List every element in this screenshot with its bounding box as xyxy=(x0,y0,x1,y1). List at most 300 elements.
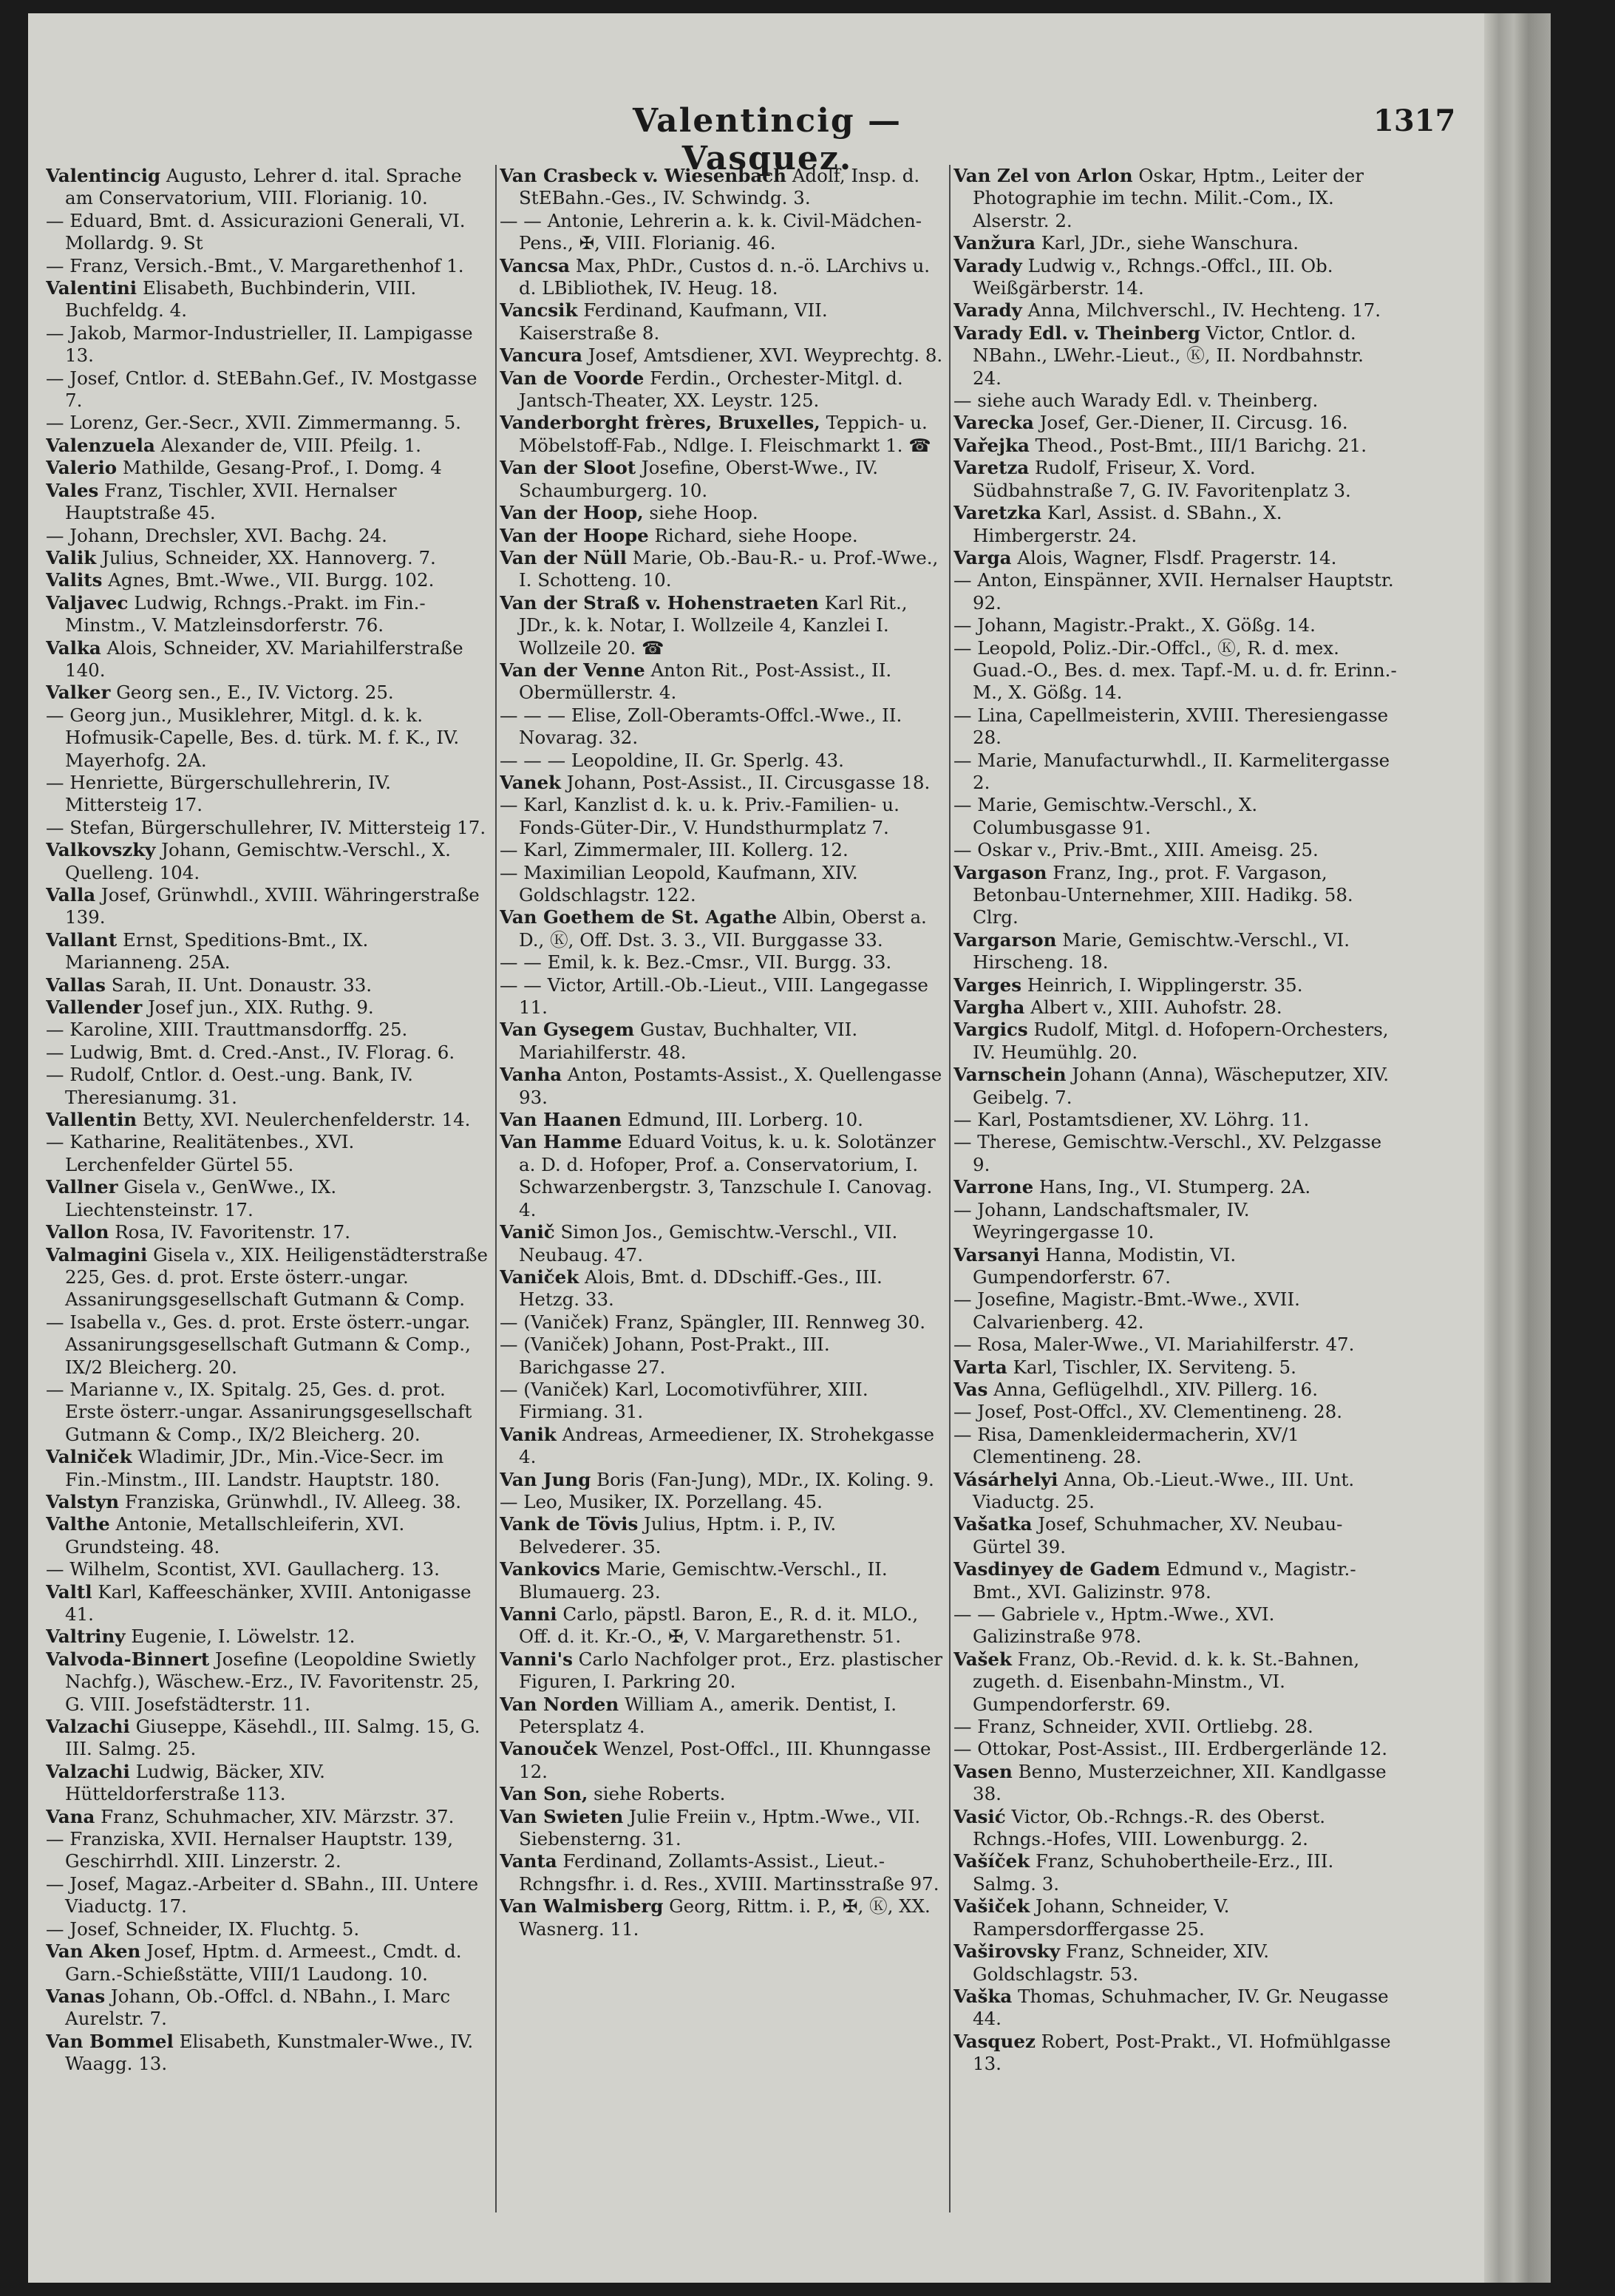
directory-entry xyxy=(500,659,943,704)
directory-entry xyxy=(500,794,943,839)
entry-details: — Lorenz, Ger.-Secr., XVII. Zimmermanng. 5. xyxy=(46,412,461,434)
entry-details: Gustav, Buchhalter, VII. Mariahilferstr. 48. xyxy=(519,1019,858,1063)
directory-entry xyxy=(953,1761,1397,1806)
entry-name: Vancsa xyxy=(500,254,571,276)
entry-details: — Johann, Drechsler, XVI. Bachg. 24. xyxy=(46,524,387,546)
entry-details: Ernst, Speditions-Bmt., IX. Marianneng. 25A. xyxy=(65,928,369,974)
directory-entry xyxy=(46,929,489,974)
directory-entry xyxy=(500,1311,943,1334)
entry-name: Varrone xyxy=(953,1176,1034,1198)
entry-details: — (Vaniček) Johann, Post-Prakt., III. Barichgasse 27. xyxy=(500,1334,830,1378)
entry-details: Anna, Geflügelhdl., XIV. Pillerg. 16. xyxy=(987,1378,1319,1400)
entry-details: — Leo, Musiker, IX. Porzellang. 45. xyxy=(500,1490,823,1512)
directory-entry xyxy=(46,1828,489,1873)
entry-name: Van de Voorde xyxy=(500,367,645,389)
entry-name: Van Haanen xyxy=(500,1109,622,1131)
directory-entry xyxy=(953,1895,1397,1940)
directory-entry xyxy=(953,322,1397,390)
entry-name: Vales xyxy=(46,479,99,501)
entry-details: Marie, Gemischtw.-Verschl., II. Blumauerg. 23. xyxy=(519,1558,888,1603)
entry-details: — Wilhelm, Scontist, XVI. Gaullacherg. 13. xyxy=(46,1558,440,1580)
entry-name: Vařejka xyxy=(953,434,1030,456)
entry-details: Josefine, Oberst-Wwe., IV. Schaumburgerg. 10. xyxy=(519,457,878,501)
directory-entry xyxy=(953,1424,1397,1469)
directory-entry xyxy=(953,1986,1397,2031)
entry-details: — Franziska, XVII. Hernalser Hauptstr. 139, Geschirrhdl. XIII. Linzerstr. 2. xyxy=(46,1828,454,1872)
entry-details: Eduard Voitus, k. u. k. Solotänzer a. D. d. Hofoper, Prof. a. Conservatorium, I. Schwarzenbergstr. 3, Tanzschule I. Canovag. 4. xyxy=(519,1131,936,1220)
directory-entry xyxy=(953,1738,1397,1760)
directory-entry xyxy=(953,1401,1397,1423)
entry-name: Vancura xyxy=(500,344,582,367)
entry-name: Vargha xyxy=(953,996,1025,1019)
directory-entry xyxy=(500,750,943,772)
entry-name: Valerio xyxy=(46,457,118,479)
entry-details: Karl, JDr., siehe Wanschura. xyxy=(1035,232,1299,254)
entry-details: siehe Roberts. xyxy=(588,1783,726,1805)
directory-entry xyxy=(46,884,489,929)
page-number: 1317 xyxy=(1373,103,1456,138)
entry-name: Vasen xyxy=(953,1760,1013,1782)
entry-details: — (Vaniček) Franz, Spängler, III. Rennweg 30. xyxy=(500,1311,925,1333)
entry-details: Gisela v., GenWwe., IX. Liechtensteinstr. 17. xyxy=(65,1176,337,1220)
directory-entry xyxy=(953,1334,1397,1356)
directory-entry xyxy=(46,592,489,637)
directory-entry xyxy=(46,367,489,412)
entry-details: — Eduard, Bmt. d. Assicurazioni Generali, VI. Mollardg. 9. St xyxy=(46,209,466,254)
entry-name: Valjavec xyxy=(46,591,129,614)
directory-entry xyxy=(953,704,1397,750)
column-divider xyxy=(949,165,951,2212)
directory-entry xyxy=(500,1019,943,1064)
directory-entry xyxy=(953,457,1397,502)
entry-details: Ludwig, Rchngs.-Prakt. im Fin.-Minstm., V. Matzleinsdorferstr. 76. xyxy=(65,591,426,636)
directory-entry xyxy=(46,1221,489,1243)
entry-details: Alois, Schneider, XV. Mariahilferstraße 140. xyxy=(65,636,463,681)
entry-details: — Josef, Magaz.-Arbeiter d. SBahn., III. Untere Viaductg. 17. xyxy=(46,1872,479,1918)
directory-entry xyxy=(46,1761,489,1806)
entry-details: — Marie, Manufacturwhdl., II. Karmelitergasse 2. xyxy=(953,749,1390,793)
entry-details: Ludwig, Bäcker, XIV. Hütteldorferstraße 113. xyxy=(65,1760,325,1805)
entry-details: Franz, Ing., prot. F. Vargason, Betonbau-Unternehmer, XIII. Hadikg. 58. Clrg. xyxy=(973,861,1353,928)
directory-entry xyxy=(953,299,1397,322)
entry-details: Josef, Ger.-Diener, II. Circusg. 16. xyxy=(1033,412,1348,434)
entry-details: Victor, Cntlor. d. NBahn., LWehr.-Lieut., Ⓚ, II. Nordbahnstr. 24. xyxy=(973,322,1364,389)
directory-entry xyxy=(500,906,943,951)
directory-entry xyxy=(953,929,1397,974)
directory-entry xyxy=(953,547,1397,569)
directory-entry xyxy=(953,255,1397,300)
entry-details: Benno, Musterzeichner, XII. Kandlgasse 38. xyxy=(973,1760,1387,1805)
directory-entry xyxy=(46,412,489,434)
entry-details: — Jakob, Marmor-Industrieller, II. Lampigasse 13. xyxy=(46,322,473,367)
directory-entry xyxy=(46,839,489,884)
entry-name: Vanha xyxy=(500,1064,562,1086)
directory-page xyxy=(28,13,1551,2283)
entry-name: Van Zel von Arlon xyxy=(953,165,1133,186)
entry-name: Valik xyxy=(46,546,97,568)
entry-details: Betty, XVI. Neulerchenfelderstr. 14. xyxy=(137,1109,471,1131)
entry-details: Andreas, Armeediener, IX. Strohekgasse 4. xyxy=(519,1423,935,1468)
directory-entry xyxy=(500,1558,943,1603)
entry-details: Anton Rit., Post-Assist., II. Obermüllerstr. 4. xyxy=(519,659,892,704)
entry-name: Vallant xyxy=(46,928,118,951)
entry-name: Vaška xyxy=(953,1985,1013,2007)
entry-details: William A., amerik. Dentist, I. Petersplatz 4. xyxy=(519,1693,897,1738)
entry-details: Heinrich, I. Wipplingerstr. 35. xyxy=(1021,974,1303,996)
directory-entry xyxy=(46,457,489,479)
entry-name: Vanas xyxy=(46,1985,106,2007)
entry-name: Vanni xyxy=(500,1603,557,1625)
entry-details: Franz, Ob.-Revid. d. k. k. St.-Bahnen, zugeth. d. Eisenbahn-Minstm., VI. Gumpendorferstr. 69. xyxy=(973,1648,1360,1715)
directory-entry xyxy=(46,1176,489,1221)
entry-details: Josef, Grünwhdl., XVIII. Währingerstraße 139. xyxy=(65,884,480,928)
directory-entry xyxy=(46,435,489,457)
entry-name: Vanik xyxy=(500,1423,557,1445)
entry-details: Franziska, Grünwhdl., IV. Alleeg. 38. xyxy=(119,1490,462,1512)
entry-name: Van Crasbeck v. Wiesenbach xyxy=(500,165,786,186)
directory-entry xyxy=(953,1850,1397,1895)
entry-details: — Isabella v., Ges. d. prot. Erste österr.-ungar. Assanirungsgesellschaft Gutmann & Comp., IX/2 Bleicherg. 20. xyxy=(46,1311,471,1378)
entry-details: — — — Leopoldine, II. Gr. Sperlg. 43. xyxy=(500,749,844,771)
directory-entry xyxy=(46,210,489,255)
entry-details: Ferdin., Orchester-Mitgl. d. Jantsch-Theater, XX. Leystr. 125. xyxy=(519,367,903,412)
directory-entry xyxy=(953,1558,1397,1603)
entry-name: Varetza xyxy=(953,457,1030,479)
entry-name: Vargics xyxy=(953,1019,1028,1041)
entry-details: Josef, Schuhmacher, XV. Neubau-Gürtel 39. xyxy=(973,1513,1343,1558)
entry-name: Van der Hoop, xyxy=(500,502,644,524)
entry-details: Josef jun., XIX. Ruthg. 9. xyxy=(142,996,374,1019)
directory-entry xyxy=(46,682,489,704)
directory-entry xyxy=(500,704,943,750)
entry-details: — Oskar v., Priv.-Bmt., XIII. Ameisg. 25. xyxy=(953,839,1319,861)
entry-name: Valenzuela xyxy=(46,434,155,456)
entry-details: Julius, Schneider, XX. Hannoverg. 7. xyxy=(96,546,436,568)
entry-details: Mathilde, Gesang-Prof., I. Domg. 4 xyxy=(117,457,442,479)
directory-entry xyxy=(500,772,943,794)
entry-name: Valstyn xyxy=(46,1490,120,1512)
entry-details: Carlo Nachfolger prot., Erz. plastischer Figuren, I. Parkring 20. xyxy=(519,1648,943,1693)
entry-details: — siehe auch Warady Edl. v. Theinberg. xyxy=(953,390,1319,412)
entry-name: Vallner xyxy=(46,1176,118,1198)
entry-name: Vas xyxy=(953,1378,988,1400)
directory-entry xyxy=(500,210,943,255)
directory-entry xyxy=(500,1266,943,1311)
directory-entry xyxy=(953,750,1397,795)
directory-entry xyxy=(46,255,489,277)
entry-name: Vanderborght frères, Bruxelles, xyxy=(500,412,820,434)
entry-details: — Stefan, Bürgerschullehrer, IV. Mittersteig 17. xyxy=(46,816,486,838)
entry-name: Van Jung xyxy=(500,1468,591,1490)
directory-entry xyxy=(500,412,943,457)
entry-details: Max, PhDr., Custos d. n.-ö. LArchivs u. d. LBibliothek, IV. Heug. 18. xyxy=(519,254,931,299)
directory-entry xyxy=(953,1356,1397,1379)
directory-entry xyxy=(500,1694,943,1739)
directory-entry xyxy=(46,1558,489,1580)
entry-name: Valniček xyxy=(46,1446,132,1468)
entry-details: Johann, Ob.-Offcl. d. NBahn., I. Marc Aurelstr. 7. xyxy=(65,1985,451,2030)
entry-details: Franz, Tischler, XVII. Hernalser Hauptstraße 45. xyxy=(65,479,397,524)
entry-details: Karl, Kaffeeschänker, XVIII. Antonigasse 41. xyxy=(65,1580,472,1625)
directory-entry xyxy=(953,614,1397,636)
entry-details: Edmund v., Magistr.-Bmt., XVI. Galizinstr. 978. xyxy=(973,1558,1356,1603)
entry-name: Valla xyxy=(46,884,96,906)
entry-name: Vašíček xyxy=(953,1850,1030,1872)
directory-entry xyxy=(500,344,943,367)
directory-entry xyxy=(46,165,489,210)
entry-name: Valzachi xyxy=(46,1716,130,1738)
entry-details: Sarah, II. Unt. Donaustr. 33. xyxy=(105,974,373,996)
directory-entry xyxy=(500,547,943,592)
entry-name: Vasić xyxy=(953,1805,1006,1827)
directory-entry xyxy=(500,1648,943,1694)
entry-details: — Therese, Gemischtw.-Verschl., XV. Pelzgasse 9. xyxy=(953,1131,1382,1175)
directory-entry xyxy=(46,1581,489,1626)
directory-entry xyxy=(953,794,1397,839)
column-right xyxy=(953,165,1397,2220)
directory-entry xyxy=(953,1716,1397,1738)
entry-name: Varecka xyxy=(953,412,1034,434)
entry-details: — Josef, Schneider, IX. Fluchtg. 5. xyxy=(46,1918,360,1940)
entry-details: Augusto, Lehrer d. ital. Sprache am Conservatorium, VIII. Florianig. 10. xyxy=(65,165,462,209)
entry-name: Vanžura xyxy=(953,232,1036,254)
directory-entry xyxy=(500,457,943,502)
entry-details: Boris (Fan-Jung), MDr., IX. Koling. 9. xyxy=(591,1468,934,1490)
entry-details: Wladimir, JDr., Min.-Vice-Secr. im Fin.-Minstm., III. Landstr. Hauptstr. 180. xyxy=(65,1446,444,1490)
entry-details: Gisela v., XIX. Heiligenstädterstraße 225, Ges. d. prot. Erste österr.-ungar. Assanirungsgesellschaft Gutmann & Comp. xyxy=(65,1243,488,1311)
directory-entry xyxy=(500,299,943,344)
directory-entry xyxy=(953,1199,1397,1244)
directory-entry xyxy=(46,1379,489,1446)
directory-entry xyxy=(46,1109,489,1131)
entry-name: Vaširovsky xyxy=(953,1940,1061,1963)
entry-name: Valmagini xyxy=(46,1243,148,1266)
entry-name: Vallas xyxy=(46,974,106,996)
entry-details: Johann, Post-Assist., II. Circusgasse 18. xyxy=(561,771,931,793)
directory-entry xyxy=(500,1221,943,1266)
entry-details: Alexander de, VIII. Pfeilg. 1. xyxy=(154,434,421,456)
directory-entry xyxy=(500,1806,943,1851)
entry-name: Van Son, xyxy=(500,1783,588,1805)
directory-entry xyxy=(500,1379,943,1424)
directory-entry xyxy=(46,569,489,591)
entry-details: Giuseppe, Käsehdl., III. Salmg. 15, G. III. Salmg. 25. xyxy=(65,1716,480,1760)
entry-name: Vašiček xyxy=(953,1895,1030,1918)
entry-details: Ludwig v., Rchngs.-Offcl., III. Ob. Weißgärberstr. 14. xyxy=(973,254,1333,299)
entry-name: Van Walmisberg xyxy=(500,1895,664,1918)
page-edge xyxy=(1484,13,1551,2283)
entry-name: Valkovszky xyxy=(46,839,156,861)
entry-name: Valentini xyxy=(46,277,137,299)
directory-entry xyxy=(46,1873,489,1918)
entry-name: Varga xyxy=(953,546,1012,568)
entry-details: — Marianne v., IX. Spitalg. 25, Ges. d. prot. Erste österr.-ungar. Assanirungsgesellschaft Gutmann & Comp., IX/2 Bleicherg. 20. xyxy=(46,1378,472,1445)
entry-details: — Franz, Versich.-Bmt., V. Margarethenhof 1. xyxy=(46,254,464,276)
entry-name: Vaniček xyxy=(500,1266,579,1288)
directory-entry xyxy=(953,839,1397,861)
directory-entry xyxy=(46,480,489,525)
entry-details: — — Gabriele v., Hptm.-Wwe., XVI. Galizinstraße 978. xyxy=(953,1603,1275,1648)
entry-details: Josef, Amtsdiener, XVI. Weyprechtg. 8. xyxy=(582,344,943,367)
directory-entry xyxy=(953,2031,1397,2076)
directory-entry xyxy=(46,1311,489,1379)
directory-entry xyxy=(46,1131,489,1176)
entry-details: — Karl, Postamtsdiener, XV. Löhrg. 11. xyxy=(953,1109,1310,1131)
entry-details: Anton, Postamts-Assist., X. Quellengasse 93. xyxy=(519,1064,942,1108)
entry-details: — Marie, Gemischtw.-Verschl., X. Columbusgasse 91. xyxy=(953,794,1258,838)
entry-details: — Karl, Kanzlist d. k. u. k. Priv.-Familien- u. Fonds-Güter-Dir., V. Hundsthurmplatz 7. xyxy=(500,794,900,838)
directory-entry xyxy=(953,637,1397,704)
directory-entry xyxy=(46,525,489,547)
entry-name: Vanič xyxy=(500,1221,555,1243)
entry-name: Van der Straß v. Hohenstraeten xyxy=(500,591,819,614)
directory-entry xyxy=(953,1603,1397,1648)
entry-details: — — Emil, k. k. Bez.-Cmsr., VII. Burgg. 33. xyxy=(500,951,892,974)
directory-entry xyxy=(500,1603,943,1648)
directory-entry xyxy=(953,1648,1397,1716)
entry-details: Richard, siehe Hoope. xyxy=(648,524,858,546)
entry-details: Georg sen., E., IV. Victorg. 25. xyxy=(110,682,394,704)
entry-details: — Maximilian Leopold, Kaufmann, XIV. Goldschlagstr. 122. xyxy=(500,861,858,906)
directory-entry xyxy=(46,277,489,322)
directory-entry xyxy=(46,974,489,996)
entry-details: — (Vaniček) Karl, Locomotivführer, XIII. Firmiang. 31. xyxy=(500,1378,868,1423)
directory-entry xyxy=(500,1424,943,1469)
entry-name: Vasquez xyxy=(953,2030,1036,2052)
entry-details: Elisabeth, Kunstmaler-Wwe., IV. Waagg. 13. xyxy=(65,2030,474,2075)
entry-details: Marie, Gemischtw.-Verschl., VI. Hirscheng. 18. xyxy=(973,928,1350,974)
directory-entry xyxy=(46,1244,489,1311)
entry-details: — Josef, Cntlor. d. StEBahn.Gef., IV. Mostgasse 7. xyxy=(46,367,477,412)
entry-name: Valka xyxy=(46,636,101,659)
directory-entry xyxy=(500,1513,943,1558)
entry-name: Van Aken xyxy=(46,1940,141,1963)
entry-name: Vallon xyxy=(46,1221,109,1243)
entry-details: Georg, Rittm. i. P., ✠, Ⓚ, XX. Wasnerg. 11. xyxy=(519,1895,931,1940)
entry-name: Vašek xyxy=(953,1648,1012,1670)
entry-details: Adolf, Insp. d. StEBahn.-Ges., IV. Schwindg. 3. xyxy=(519,165,920,209)
entry-name: Van Hamme xyxy=(500,1131,622,1153)
entry-details: Albert v., XIII. Auhofstr. 28. xyxy=(1024,996,1282,1019)
directory-entry xyxy=(500,1109,943,1131)
entry-name: Vana xyxy=(46,1805,95,1827)
entry-details: — Henriette, Bürgerschullehrerin, IV. Mittersteig 17. xyxy=(46,771,391,816)
directory-entry xyxy=(46,1626,489,1648)
directory-entry xyxy=(46,547,489,569)
directory-entry xyxy=(500,367,943,412)
directory-entry xyxy=(500,1783,943,1805)
directory-entry xyxy=(500,525,943,547)
directory-entry xyxy=(46,1806,489,1828)
directory-entry xyxy=(953,1064,1397,1109)
entry-name: Valtl xyxy=(46,1580,92,1603)
entry-name: Valits xyxy=(46,569,103,591)
directory-entry xyxy=(953,1379,1397,1401)
entry-details: — Risa, Damenkleidermacherin, XV/1 Clementineng. 28. xyxy=(953,1423,1299,1468)
entry-details: Simon Jos., Gemischtw.-Verschl., VII. Neubaug. 47. xyxy=(519,1221,898,1266)
entry-details: Rudolf, Mitgl. d. Hofopern-Orchesters, IV. Heumühlg. 20. xyxy=(973,1019,1389,1063)
directory-entry xyxy=(953,165,1397,232)
entry-details: Franz, Schuhmacher, XIV. Märzstr. 37. xyxy=(95,1805,455,1827)
directory-entry xyxy=(500,502,943,524)
entry-name: Van Swieten xyxy=(500,1805,624,1827)
entry-details: Anna, Ob.-Lieut.-Wwe., III. Unt. Viaductg. 25. xyxy=(973,1468,1355,1512)
entry-details: — Josefine, Magistr.-Bmt.-Wwe., XVII. Calvarienberg. 42. xyxy=(953,1288,1300,1333)
directory-entry xyxy=(46,1446,489,1491)
entry-details: Alois, Wagner, Flsdf. Pragerstr. 14. xyxy=(1011,546,1337,568)
entry-details: Theod., Post-Bmt., III/1 Barichg. 21. xyxy=(1029,434,1367,456)
directory-entry xyxy=(46,1940,489,1986)
entry-details: Josef, Hptm. d. Armeest., Cmdt. d. Garn.-Schießstätte, VIII/1 Laudong. 10. xyxy=(65,1940,462,1985)
entry-details: Johann, Gemischtw.-Verschl., X. Quelleng. 104. xyxy=(65,839,451,883)
entry-details: — Karoline, XIII. Trauttmansdorffg. 25. xyxy=(46,1019,408,1041)
directory-entry xyxy=(500,1334,943,1379)
directory-entry xyxy=(953,1109,1397,1131)
entry-name: Vankovics xyxy=(500,1558,601,1580)
directory-entry xyxy=(953,1940,1397,1986)
directory-entry xyxy=(953,435,1397,457)
directory-entry xyxy=(46,1491,489,1513)
entry-name: Van der Venne xyxy=(500,659,645,681)
directory-entry xyxy=(46,2031,489,2076)
entry-details: — Rosa, Maler-Wwe., VI. Mariahilferstr. 47. xyxy=(953,1334,1355,1356)
directory-entry xyxy=(953,502,1397,547)
directory-entry xyxy=(500,1895,943,1940)
entry-name: Valzachi xyxy=(46,1760,130,1782)
directory-entry xyxy=(500,1469,943,1491)
entry-details: Antonie, Metallschleiferin, XVI. Grundsteing. 48. xyxy=(65,1513,405,1558)
entry-details: Oskar, Hptm., Leiter der Photographie im techn. Milit.-Com., IX. Alserstr. 2. xyxy=(973,165,1364,231)
entry-details: — Lina, Capellmeisterin, XVIII. Theresiengasse 28. xyxy=(953,704,1389,749)
entry-details: Karl, Assist. d. SBahn., X. Himbergerstr. 24. xyxy=(973,502,1282,546)
entry-details: Teppich- u. Möbelstoff-Fab., Ndlge. I. Fleischmarkt 1. ☎ xyxy=(519,412,931,456)
directory-entry xyxy=(46,1064,489,1109)
column-divider xyxy=(495,165,497,2212)
directory-entry xyxy=(953,1469,1397,1514)
running-head: Valentincig — Vasquez. xyxy=(633,102,902,177)
entry-name: Vanni's xyxy=(500,1648,573,1670)
entry-name: Vallender xyxy=(46,996,143,1019)
entry-details: Wenzel, Post-Offcl., III. Khunngasse 12. xyxy=(519,1738,931,1782)
directory-entry xyxy=(500,1738,943,1783)
directory-entry xyxy=(500,1491,943,1513)
directory-entry xyxy=(953,1513,1397,1558)
entry-name: Varady xyxy=(953,254,1022,276)
entry-name: Varady xyxy=(953,299,1022,322)
entry-details: — Leopold, Poliz.-Dir.-Offcl., Ⓚ, R. d. mex. Guad.-O., Bes. d. mex. Tapf.-M. u. d. fr. Erinn.-M., X. Gößg. 14. xyxy=(953,636,1397,704)
entry-name: Vasdinyey de Gadem xyxy=(953,1558,1160,1580)
directory-entry xyxy=(953,1288,1397,1334)
entry-details: Josefine (Leopoldine Swietly Nachfg.), Wäschew.-Erz., IV. Favoritenstr. 25, G. VIII. Josefstädterstr. 11. xyxy=(65,1648,480,1715)
directory-entry xyxy=(500,1850,943,1895)
directory-entry xyxy=(46,1042,489,1064)
directory-entry xyxy=(46,1019,489,1041)
entry-details: Thomas, Schuhmacher, IV. Gr. Neugasse 44. xyxy=(973,1985,1389,2030)
entry-details: Anna, Milchverschl., IV. Hechteng. 17. xyxy=(1021,299,1381,322)
directory-entry xyxy=(46,817,489,839)
entry-details: Franz, Schuhobertheile-Erz., III. Salmg. 3. xyxy=(973,1850,1334,1895)
entry-details: — Georg jun., Musiklehrer, Mitgl. d. k. k. Hofmusik-Capelle, Bes. d. türk. M. f. K., IV. Mayerhofg. 2A. xyxy=(46,704,460,771)
directory-entry xyxy=(500,255,943,300)
directory-entry xyxy=(953,569,1397,614)
entry-details: Marie, Ob.-Bau-R.- u. Prof.-Wwe., I. Schotteng. 10. xyxy=(519,546,939,591)
entry-details: — Anton, Einspänner, XVII. Hernalser Hauptstr. 92. xyxy=(953,569,1394,614)
entry-name: Varady Edl. v. Theinberg xyxy=(953,322,1200,344)
entry-details: Hanna, Modistin, VI. Gumpendorferstr. 67. xyxy=(973,1243,1237,1288)
entry-name: Valker xyxy=(46,682,111,704)
entry-name: Valentincig xyxy=(46,165,161,186)
entry-details: — — Victor, Artill.-Ob.-Lieut., VIII. Langegasse 11. xyxy=(500,974,928,1019)
